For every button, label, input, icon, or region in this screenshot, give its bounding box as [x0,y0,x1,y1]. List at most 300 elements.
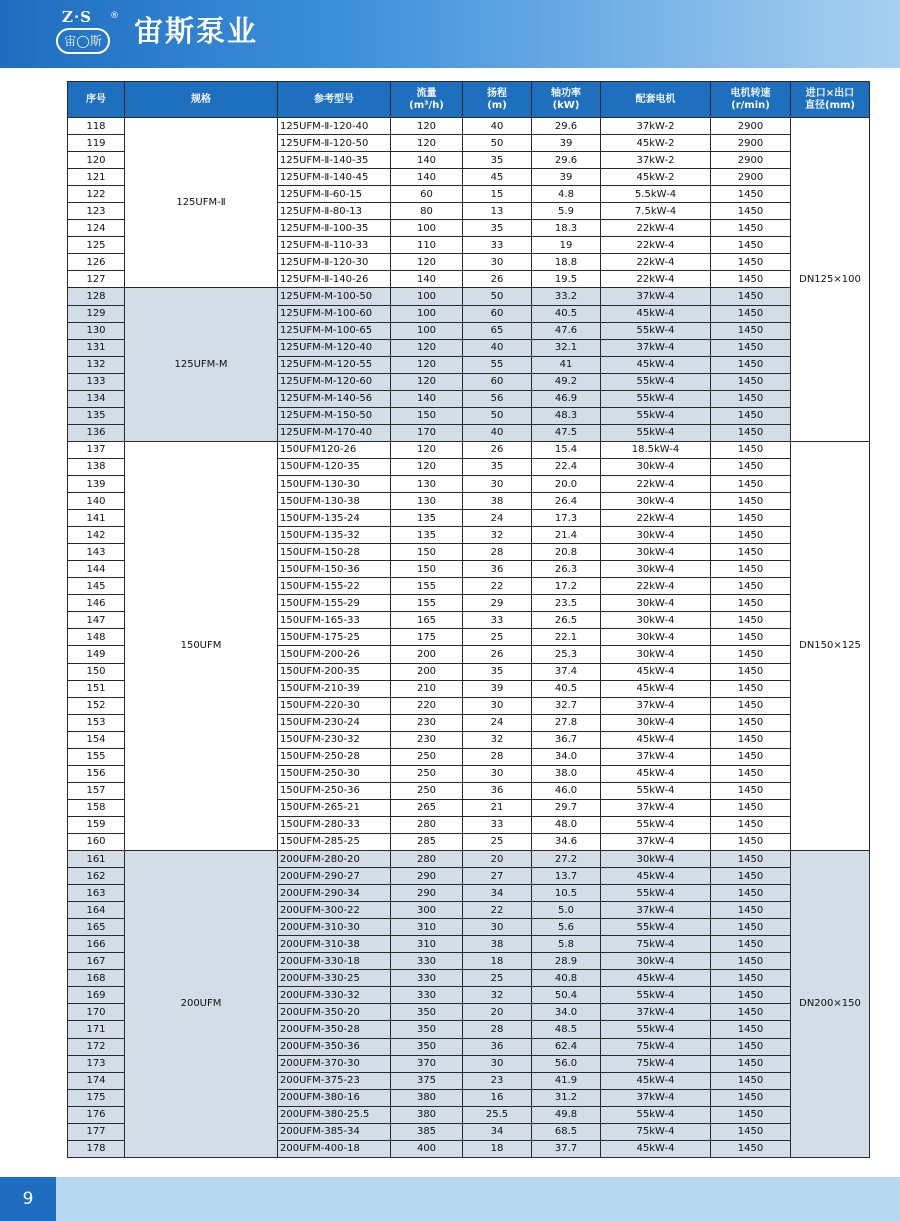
flow-rate-cell: 310 [391,919,463,936]
shaft-power-cell: 48.0 [532,816,601,833]
row-index-cell: 145 [68,578,125,595]
row-index-cell: 178 [68,1140,125,1157]
model-number-cell: 125UFM-M-120-60 [278,373,391,390]
motor-cell: 55kW-4 [601,782,711,799]
company-logo [56,8,119,55]
shaft-power-cell: 32.7 [532,697,601,714]
shaft-power-cell: 47.6 [532,322,601,339]
col-index-header: 序号 [68,82,125,118]
row-index-cell: 141 [68,510,125,527]
model-number-cell: 150UFM-175-25 [278,629,391,646]
motor-speed-cell: 1450 [711,646,791,663]
flow-rate-cell: 350 [391,1021,463,1038]
motor-speed-cell: 1450 [711,629,791,646]
motor-cell: 30kW-4 [601,612,711,629]
flow-rate-cell: 120 [391,254,463,271]
registered-mark: ® [110,11,119,21]
motor-cell: 30kW-4 [601,629,711,646]
row-index-cell: 140 [68,493,125,510]
row-index-cell: 167 [68,953,125,970]
col-head-header: 扬程 (m) [463,82,532,118]
shaft-power-cell: 5.8 [532,936,601,953]
head-cell: 35 [463,220,532,237]
model-number-cell: 200UFM-310-38 [278,936,391,953]
head-cell: 25 [463,629,532,646]
model-number-cell: 125UFM-Ⅱ-120-40 [278,118,391,135]
motor-cell: 37kW-4 [601,833,711,850]
model-number-cell: 150UFM-230-32 [278,731,391,748]
model-number-cell: 200UFM-290-34 [278,885,391,902]
motor-cell: 37kW-4 [601,748,711,765]
motor-cell: 30kW-4 [601,493,711,510]
model-number-cell: 150UFM-135-32 [278,527,391,544]
shaft-power-cell: 26.5 [532,612,601,629]
head-cell: 28 [463,544,532,561]
row-index-cell: 124 [68,220,125,237]
motor-cell: 55kW-4 [601,407,711,424]
shaft-power-cell: 27.8 [532,714,601,731]
flow-rate-cell: 200 [391,663,463,680]
table-row [68,118,870,135]
motor-cell: 30kW-4 [601,646,711,663]
motor-cell: 45kW-4 [601,868,711,885]
logo-initials: Z·S [62,8,93,26]
flow-rate-cell: 140 [391,169,463,186]
motor-cell: 22kW-4 [601,237,711,254]
motor-speed-cell: 1450 [711,1004,791,1021]
shaft-power-cell: 5.0 [532,902,601,919]
flow-rate-cell: 130 [391,493,463,510]
flow-rate-cell: 120 [391,441,463,458]
motor-speed-cell: 1450 [711,203,791,220]
row-index-cell: 127 [68,271,125,288]
head-cell: 30 [463,765,532,782]
shaft-power-cell: 29.6 [532,118,601,135]
shaft-power-cell: 15.4 [532,441,601,458]
model-number-cell: 150UFM-120-35 [278,458,391,475]
motor-cell: 30kW-4 [601,458,711,475]
row-index-cell: 128 [68,288,125,305]
row-index-cell: 171 [68,1021,125,1038]
flow-rate-cell: 230 [391,731,463,748]
flow-rate-cell: 250 [391,748,463,765]
head-cell: 40 [463,118,532,135]
spec-group-cell: 125UFM-M [125,288,278,441]
head-cell: 33 [463,816,532,833]
motor-speed-cell: 2900 [711,118,791,135]
shaft-power-cell: 48.5 [532,1021,601,1038]
motor-cell: 37kW-4 [601,339,711,356]
shaft-power-cell: 41 [532,356,601,373]
motor-cell: 37kW-4 [601,1004,711,1021]
motor-speed-cell: 1450 [711,407,791,424]
head-cell: 33 [463,237,532,254]
motor-speed-cell: 1450 [711,220,791,237]
motor-cell: 37kW-2 [601,118,711,135]
flow-rate-cell: 370 [391,1055,463,1072]
flow-rate-cell: 60 [391,186,463,203]
row-index-cell: 170 [68,1004,125,1021]
row-index-cell: 151 [68,680,125,697]
shaft-power-cell: 46.0 [532,782,601,799]
shaft-power-cell: 34.6 [532,833,601,850]
model-number-cell: 150UFM-250-36 [278,782,391,799]
flow-rate-cell: 135 [391,527,463,544]
model-number-cell: 125UFM-Ⅱ-80-13 [278,203,391,220]
head-cell: 39 [463,680,532,697]
motor-speed-cell: 1450 [711,987,791,1004]
motor-speed-cell: 1450 [711,356,791,373]
model-number-cell: 200UFM-385-34 [278,1123,391,1140]
shaft-power-cell: 62.4 [532,1038,601,1055]
shaft-power-cell: 34.0 [532,1004,601,1021]
flow-rate-cell: 140 [391,390,463,407]
motor-speed-cell: 1450 [711,663,791,680]
head-cell: 24 [463,510,532,527]
motor-speed-cell: 1450 [711,953,791,970]
model-number-cell: 150UFM-155-29 [278,595,391,612]
motor-speed-cell: 1450 [711,714,791,731]
motor-cell: 30kW-4 [601,527,711,544]
motor-cell: 45kW-2 [601,169,711,186]
shaft-power-cell: 5.6 [532,919,601,936]
shaft-power-cell: 50.4 [532,987,601,1004]
head-cell: 40 [463,424,532,441]
flow-rate-cell: 250 [391,765,463,782]
motor-speed-cell: 1450 [711,305,791,322]
motor-speed-cell: 1450 [711,868,791,885]
head-cell: 29 [463,595,532,612]
row-index-cell: 156 [68,765,125,782]
col-power-header: 轴功率 (kW) [532,82,601,118]
motor-cell: 37kW-2 [601,152,711,169]
head-cell: 50 [463,407,532,424]
row-index-cell: 174 [68,1072,125,1089]
shaft-power-cell: 19.5 [532,271,601,288]
row-index-cell: 130 [68,322,125,339]
shaft-power-cell: 4.8 [532,186,601,203]
motor-cell: 55kW-4 [601,1106,711,1123]
motor-speed-cell: 1450 [711,612,791,629]
head-cell: 33 [463,612,532,629]
row-index-cell: 125 [68,237,125,254]
table-body [68,118,870,1158]
motor-speed-cell: 1450 [711,680,791,697]
flow-rate-cell: 170 [391,424,463,441]
table-row [68,851,870,868]
model-number-cell: 200UFM-330-32 [278,987,391,1004]
shaft-power-cell: 18.8 [532,254,601,271]
motor-speed-cell: 1450 [711,458,791,475]
flow-rate-cell: 165 [391,612,463,629]
motor-speed-cell: 1450 [711,373,791,390]
head-cell: 22 [463,902,532,919]
shaft-power-cell: 41.9 [532,1072,601,1089]
shaft-power-cell: 17.2 [532,578,601,595]
model-number-cell: 125UFM-Ⅱ-120-30 [278,254,391,271]
head-cell: 30 [463,475,532,492]
row-index-cell: 137 [68,441,125,458]
row-index-cell: 122 [68,186,125,203]
model-number-cell: 150UFM-200-35 [278,663,391,680]
flow-rate-cell: 175 [391,629,463,646]
shaft-power-cell: 20.0 [532,475,601,492]
model-number-cell: 200UFM-370-30 [278,1055,391,1072]
motor-cell: 37kW-4 [601,288,711,305]
motor-cell: 55kW-4 [601,885,711,902]
motor-cell: 55kW-4 [601,373,711,390]
head-cell: 26 [463,441,532,458]
model-number-cell: 125UFM-M-140-56 [278,390,391,407]
row-index-cell: 139 [68,475,125,492]
row-index-cell: 157 [68,782,125,799]
col-flow-header: 流量 (m³/h) [391,82,463,118]
head-cell: 26 [463,646,532,663]
row-index-cell: 177 [68,1123,125,1140]
motor-cell: 22kW-4 [601,510,711,527]
model-number-cell: 125UFM-Ⅱ-120-50 [278,135,391,152]
motor-speed-cell: 1450 [711,510,791,527]
head-cell: 45 [463,169,532,186]
motor-cell: 30kW-4 [601,714,711,731]
motor-cell: 55kW-4 [601,390,711,407]
row-index-cell: 123 [68,203,125,220]
flow-rate-cell: 300 [391,902,463,919]
motor-speed-cell: 1450 [711,885,791,902]
model-number-cell: 200UFM-380-16 [278,1089,391,1106]
row-index-cell: 147 [68,612,125,629]
flow-rate-cell: 120 [391,339,463,356]
model-number-cell: 200UFM-290-27 [278,868,391,885]
model-number-cell: 125UFM-Ⅱ-100-35 [278,220,391,237]
head-cell: 18 [463,953,532,970]
shaft-power-cell: 28.9 [532,953,601,970]
head-cell: 16 [463,1089,532,1106]
model-number-cell: 150UFM-220-30 [278,697,391,714]
model-number-cell: 125UFM-M-150-50 [278,407,391,424]
row-index-cell: 142 [68,527,125,544]
flow-rate-cell: 380 [391,1106,463,1123]
shaft-power-cell: 25.3 [532,646,601,663]
head-cell: 20 [463,851,532,868]
spec-group-cell: 200UFM [125,851,278,1158]
motor-cell: 37kW-4 [601,799,711,816]
shaft-power-cell: 47.5 [532,424,601,441]
flow-rate-cell: 230 [391,714,463,731]
row-index-cell: 172 [68,1038,125,1055]
flow-rate-cell: 100 [391,288,463,305]
col-speed-header: 电机转速 (r/min) [711,82,791,118]
motor-speed-cell: 1450 [711,970,791,987]
flow-rate-cell: 155 [391,578,463,595]
motor-speed-cell: 1450 [711,288,791,305]
col-model-header: 参考型号 [278,82,391,118]
motor-cell: 45kW-4 [601,680,711,697]
motor-cell: 22kW-4 [601,578,711,595]
logo-wordmark: 宙◯斯 [56,28,110,54]
motor-speed-cell: 1450 [711,697,791,714]
model-number-cell: 200UFM-350-36 [278,1038,391,1055]
motor-speed-cell: 1450 [711,1055,791,1072]
model-number-cell: 125UFM-M-100-65 [278,322,391,339]
motor-speed-cell: 1450 [711,919,791,936]
motor-cell: 5.5kW-4 [601,186,711,203]
shaft-power-cell: 34.0 [532,748,601,765]
head-cell: 55 [463,356,532,373]
motor-cell: 55kW-4 [601,424,711,441]
motor-cell: 37kW-4 [601,1089,711,1106]
shaft-power-cell: 46.9 [532,390,601,407]
flow-rate-cell: 100 [391,220,463,237]
motor-cell: 30kW-4 [601,953,711,970]
model-number-cell: 200UFM-310-30 [278,919,391,936]
model-number-cell: 125UFM-M-170-40 [278,424,391,441]
row-index-cell: 121 [68,169,125,186]
shaft-power-cell: 22.4 [532,458,601,475]
row-index-cell: 135 [68,407,125,424]
row-index-cell: 176 [68,1106,125,1123]
head-cell: 27 [463,868,532,885]
head-cell: 56 [463,390,532,407]
row-index-cell: 119 [68,135,125,152]
motor-cell: 75kW-4 [601,1038,711,1055]
model-number-cell: 150UFM-250-30 [278,765,391,782]
model-number-cell: 150UFM-285-25 [278,833,391,850]
head-cell: 30 [463,919,532,936]
model-number-cell: 200UFM-330-25 [278,970,391,987]
head-cell: 28 [463,1021,532,1038]
head-cell: 35 [463,458,532,475]
motor-cell: 30kW-4 [601,595,711,612]
header-row [68,82,870,118]
head-cell: 25.5 [463,1106,532,1123]
model-number-cell: 150UFM-150-36 [278,561,391,578]
motor-speed-cell: 1450 [711,322,791,339]
shaft-power-cell: 27.2 [532,851,601,868]
motor-speed-cell: 1450 [711,799,791,816]
flow-rate-cell: 250 [391,782,463,799]
shaft-power-cell: 36.7 [532,731,601,748]
motor-cell: 45kW-4 [601,1140,711,1157]
flow-rate-cell: 120 [391,458,463,475]
shaft-power-cell: 56.0 [532,1055,601,1072]
motor-speed-cell: 1450 [711,493,791,510]
motor-speed-cell: 1450 [711,851,791,868]
flow-rate-cell: 210 [391,680,463,697]
head-cell: 38 [463,493,532,510]
motor-speed-cell: 1450 [711,833,791,850]
motor-cell: 45kW-4 [601,1072,711,1089]
col-port-header: 进口×出口 直径(mm) [791,82,870,118]
shaft-power-cell: 38.0 [532,765,601,782]
shaft-power-cell: 39 [532,169,601,186]
model-number-cell: 150UFM-130-30 [278,475,391,492]
model-number-cell: 125UFM-M-100-60 [278,305,391,322]
flow-rate-cell: 265 [391,799,463,816]
shaft-power-cell: 48.3 [532,407,601,424]
motor-cell: 7.5kW-4 [601,203,711,220]
model-number-cell: 125UFM-M-120-40 [278,339,391,356]
motor-speed-cell: 1450 [711,254,791,271]
flow-rate-cell: 385 [391,1123,463,1140]
head-cell: 18 [463,1140,532,1157]
motor-speed-cell: 2900 [711,169,791,186]
model-number-cell: 150UFM-230-24 [278,714,391,731]
shaft-power-cell: 29.6 [532,152,601,169]
motor-speed-cell: 1450 [711,1038,791,1055]
row-index-cell: 131 [68,339,125,356]
head-cell: 36 [463,1038,532,1055]
motor-cell: 45kW-2 [601,135,711,152]
row-index-cell: 159 [68,816,125,833]
row-index-cell: 126 [68,254,125,271]
motor-cell: 22kW-4 [601,475,711,492]
flow-rate-cell: 120 [391,356,463,373]
head-cell: 26 [463,271,532,288]
model-number-cell: 125UFM-Ⅱ-110-33 [278,237,391,254]
flow-rate-cell: 350 [391,1038,463,1055]
flow-rate-cell: 200 [391,646,463,663]
row-index-cell: 155 [68,748,125,765]
row-index-cell: 134 [68,390,125,407]
spec-group-cell: 150UFM [125,441,278,850]
motor-cell: 37kW-4 [601,902,711,919]
model-number-cell: 125UFM-Ⅱ-140-45 [278,169,391,186]
model-number-cell: 150UFM-135-24 [278,510,391,527]
model-number-cell: 150UFM-250-28 [278,748,391,765]
model-number-cell: 200UFM-400-18 [278,1140,391,1157]
shaft-power-cell: 37.7 [532,1140,601,1157]
flow-rate-cell: 120 [391,118,463,135]
shaft-power-cell: 21.4 [532,527,601,544]
row-index-cell: 148 [68,629,125,646]
row-index-cell: 150 [68,663,125,680]
model-number-cell: 150UFM-150-28 [278,544,391,561]
flow-rate-cell: 285 [391,833,463,850]
head-cell: 30 [463,697,532,714]
row-index-cell: 166 [68,936,125,953]
model-number-cell: 150UFM-200-26 [278,646,391,663]
shaft-power-cell: 29.7 [532,799,601,816]
row-index-cell: 160 [68,833,125,850]
head-cell: 40 [463,339,532,356]
shaft-power-cell: 33.2 [532,288,601,305]
motor-speed-cell: 1450 [711,561,791,578]
model-number-cell: 150UFM120-26 [278,441,391,458]
shaft-power-cell: 26.3 [532,561,601,578]
model-number-cell: 150UFM-280-33 [278,816,391,833]
motor-speed-cell: 1450 [711,544,791,561]
motor-cell: 45kW-4 [601,663,711,680]
flow-rate-cell: 80 [391,203,463,220]
motor-speed-cell: 1450 [711,237,791,254]
model-number-cell: 125UFM-Ⅱ-140-35 [278,152,391,169]
head-cell: 32 [463,987,532,1004]
flow-rate-cell: 280 [391,851,463,868]
flow-rate-cell: 140 [391,271,463,288]
col-spec-header: 规格 [125,82,278,118]
model-number-cell: 200UFM-350-28 [278,1021,391,1038]
row-index-cell: 120 [68,152,125,169]
head-cell: 13 [463,203,532,220]
row-index-cell: 138 [68,458,125,475]
flow-rate-cell: 310 [391,936,463,953]
head-cell: 25 [463,833,532,850]
model-number-cell: 150UFM-210-39 [278,680,391,697]
model-number-cell: 200UFM-350-20 [278,1004,391,1021]
head-cell: 38 [463,936,532,953]
shaft-power-cell: 19 [532,237,601,254]
